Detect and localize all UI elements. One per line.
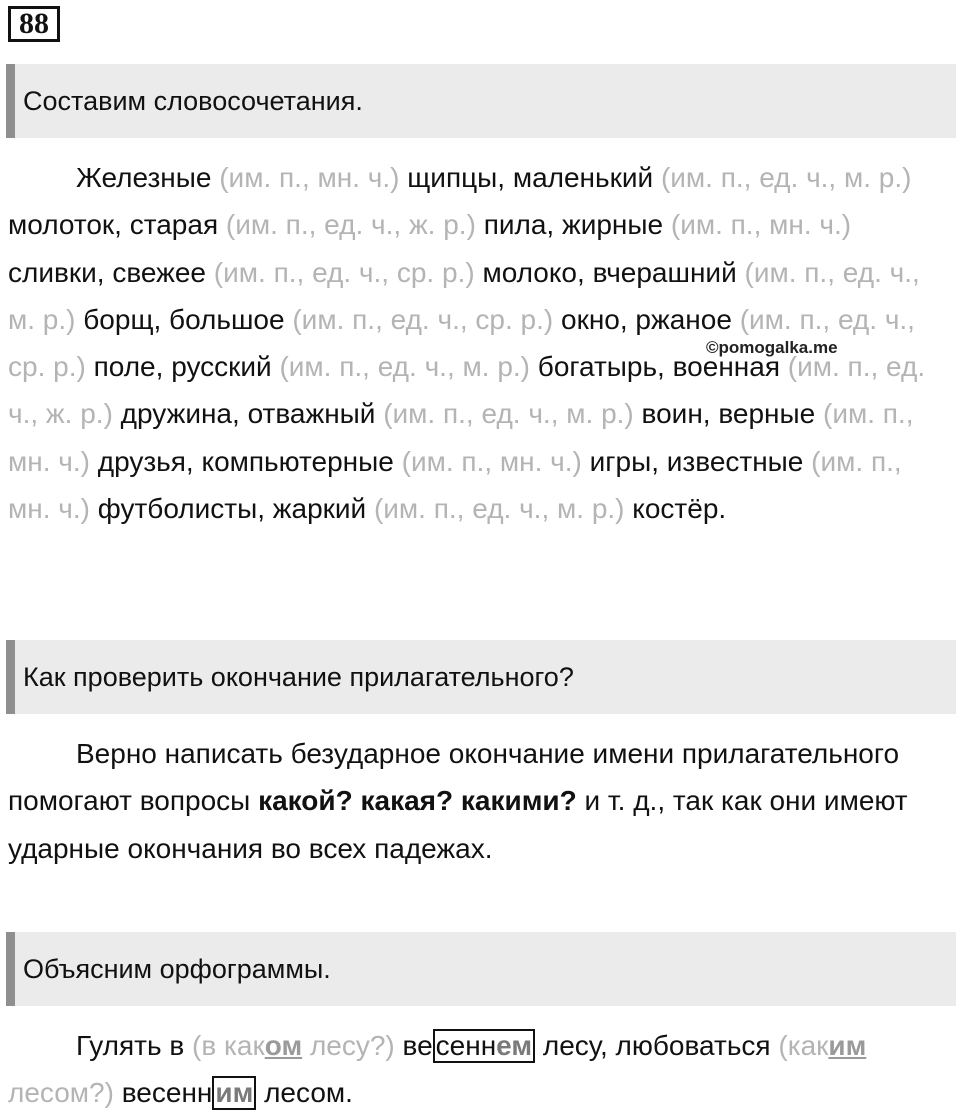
grammar-note: (им. п., ед. ч., ср. р.) [292,303,554,335]
noun: воин, [641,398,711,430]
grammar-note: (им. п., ед. ч., ж. р.) [8,351,926,430]
adjective: Железные [76,162,212,193]
noun: игры, [589,445,659,477]
question-hint: (каким лесом?) [8,1030,867,1109]
grammar-note: (им. п., мн. ч.) [219,162,400,193]
noun: костёр. [632,493,727,525]
text-segment: Гулять в [76,1030,185,1061]
word-part: весенн [121,1077,213,1109]
grammar-note: (им. п., ед. ч., ср. р.) [213,256,475,288]
noun: сливки, [8,256,105,288]
section-heading-text: Как проверить окончание прилагательного? [23,661,574,692]
phrase-pair [130,209,554,240]
explanation-text: Верно написать безударное окончание имени прилагательного помогают вопросы [8,738,900,817]
phrase-pair [202,446,660,477]
word-part: ве [402,1030,433,1061]
phrase-pair [171,351,665,382]
noun: футболисты, [97,493,265,525]
text-segment: лесу, любоваться [542,1030,771,1061]
adjective: свежее [112,256,207,288]
adjective: военная [672,351,780,383]
word-ending: им [215,1077,254,1109]
grammar-note: (им. п., мн. ч.) [8,398,914,477]
section-heading-text: Объясним орфограммы. [23,953,331,984]
grammar-note: (им. п., ед. ч., м. р.) [660,162,912,193]
ending-highlight-box [212,1076,256,1110]
noun: борщ, [83,303,162,335]
phrase-pair [76,162,505,193]
watermark: ©pomogalka.me [706,338,838,357]
grammar-note: (им. п., мн. ч.) [401,445,582,477]
explanation-text-end: и т. д., так как они имеют ударные окончания во всех падежах. [8,785,908,864]
text-segment: лесом. [264,1077,353,1109]
grammar-note: (им. п., ед. ч., м. р.) [8,256,920,335]
check-questions: какой? какая? какими? [258,785,577,817]
explanation-paragraph [8,730,926,872]
phrase-pair [273,493,726,524]
noun: пила, [483,209,555,241]
adjective: отважный [247,398,376,430]
grammar-note: (им. п., ед. ч., ср. р.) [8,303,915,383]
grammar-note: (им. п., ед. ч., ж. р.) [225,209,476,241]
question-ending: ом [264,1030,303,1061]
grammar-note: (им. п., ед. ч., м. р.) [279,351,530,383]
grammar-note: (им. п., ед. ч., м. р.) [383,398,634,430]
adjective: известные [666,445,804,477]
phrase-pair [248,398,711,429]
section-heading-text: Составим словосочетания. [23,85,363,116]
orthogram-paragraph [8,1022,926,1117]
noun: окно, [561,303,628,335]
noun: молоток, [8,209,122,241]
adjective: вчерашний [592,256,737,288]
grammar-note: (им. п., мн. ч.) [8,445,902,525]
noun: дружина, [120,398,240,430]
adjective: старая [129,209,219,241]
adjective: большое [169,303,285,335]
adjective: жаркий [272,493,367,525]
question-hint: (в каком лесу?) [192,1030,395,1061]
word-highlight-box: сеннем [433,1029,535,1063]
adjective: жирные [561,209,664,241]
noun: богатырь, [537,351,665,383]
adjective: ржаное [635,303,732,335]
exercise-number: 88 [8,6,60,42]
grammar-note: (им. п., мн. ч.) [670,209,852,241]
adjective: верные [718,398,816,430]
noun: поле, [93,351,164,383]
section-heading-check [6,640,956,714]
question-ending: им [828,1030,867,1061]
word-ending: ем [496,1030,533,1061]
adjective: маленький [512,162,654,193]
adjective: русский [171,351,272,383]
phrase-pair [169,304,628,335]
section-heading-compose [6,64,956,138]
grammar-note: (им. п., ед. ч., м. р.) [373,493,625,525]
section-heading-explain [6,932,956,1006]
adjective: компьютерные [201,445,394,477]
noun: молоко, [482,256,585,288]
phrase-pair [112,257,584,288]
noun: друзья, [97,445,194,477]
noun: щипцы, [407,162,506,193]
